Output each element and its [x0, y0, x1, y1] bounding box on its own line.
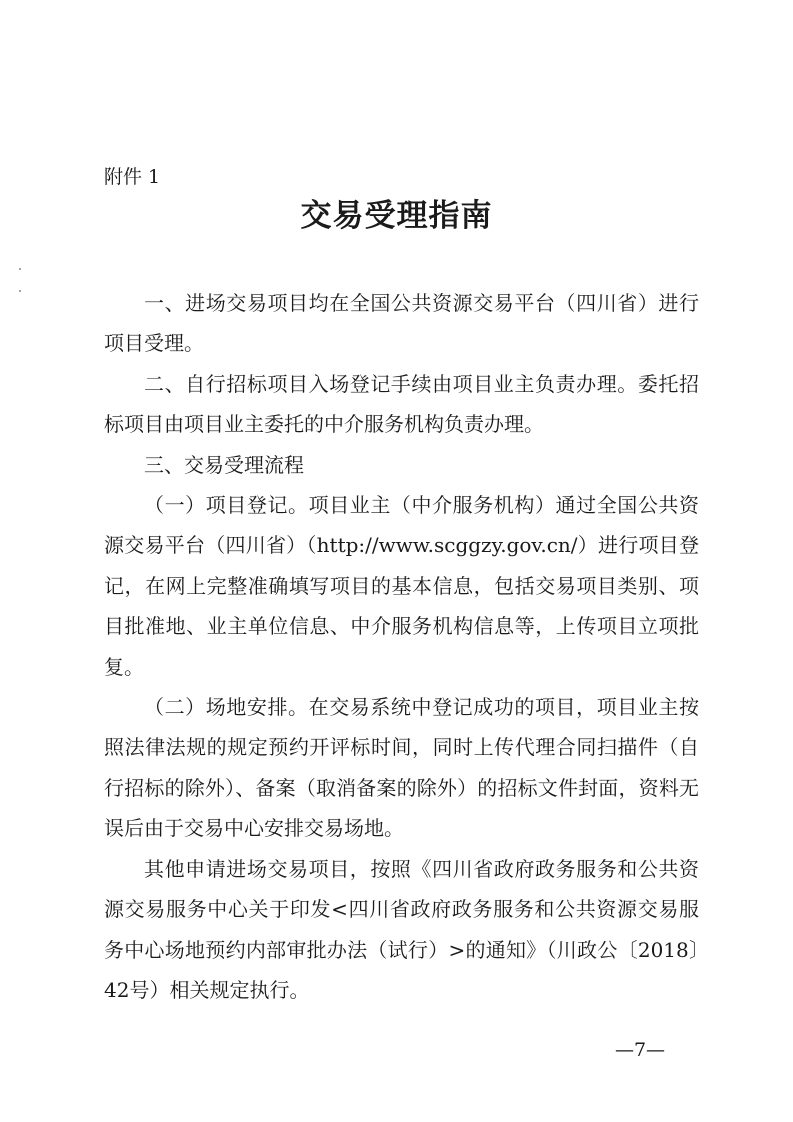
- paragraph-2: 二、自行招标项目入场登记手续由项目业主负责办理。委托招标项目由项目业主委托的中介服务机构负责办理。: [104, 371, 699, 437]
- attachment-label: 附件 1: [104, 166, 161, 188]
- document-body: [104, 283, 699, 1010]
- paragraph-6: 其他申请进场交易项目，按照《四川省政府政务服务和公共资源交易服务中心关于印发<四川省政府政务服务和公共资源交易服务中心场地预约内部审批办法（试行）>的通知》（川政公〔2018〕42号）相关规定执行。: [104, 856, 699, 1002]
- paragraph-5: （二）场地安排。在交易系统中登记成功的项目，项目业主按照法律法规的规定预约开评标时间，同时上传代理合同扫描件（自行招标的除外）、备案（取消备案的除外）的招标文件封面，资料无误后由于交易中心安排交易场地。: [104, 695, 699, 841]
- paragraph-3: 三、交易受理流程: [144, 452, 304, 477]
- paragraph-1: 一、进场交易项目均在全国公共资源交易平台（四川省）进行项目受理。: [104, 291, 699, 356]
- paragraph-4: （一）项目登记。项目业主（中介服务机构）通过全国公共资源交易平台（四川省）（http://www.scggzy.gov.cn/）进行项目登记，在网上完整准确填写项目的基本信息，包括交易项目类别、项目批准地、业主单位信息、中介服务机构信息等，上传项目立项批复。: [104, 493, 699, 679]
- page-number: —7—: [614, 1039, 666, 1061]
- document-title: 交易受理指南: [300, 198, 493, 234]
- scan-mark: [19, 290, 21, 292]
- scan-mark: [19, 268, 21, 270]
